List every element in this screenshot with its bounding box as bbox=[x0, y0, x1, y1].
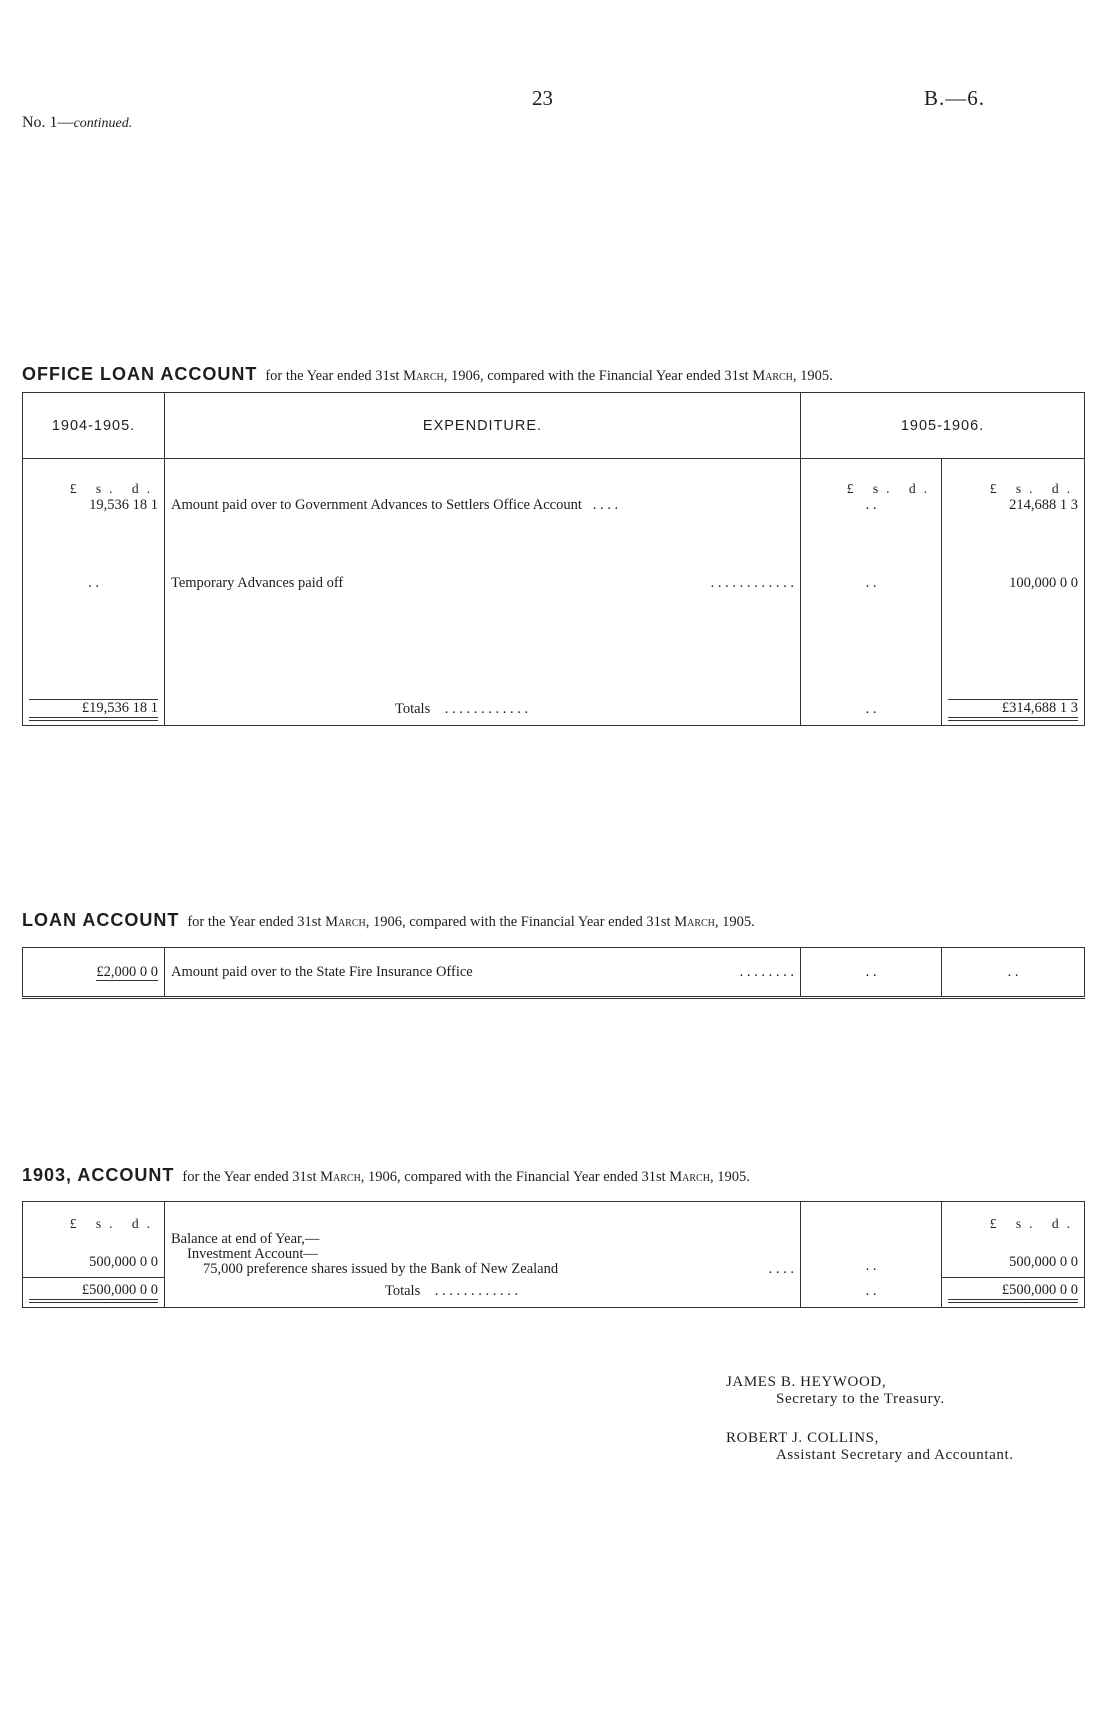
office-loan-lsd-row bbox=[23, 459, 1085, 498]
acct1903-totals-row bbox=[23, 1277, 1085, 1307]
acct1903-march-1: March bbox=[320, 1169, 361, 1185]
signature-title: Assistant Secretary and Accountant. bbox=[776, 1447, 1014, 1463]
loan-mid: . . bbox=[801, 948, 942, 998]
continued-word: continued. bbox=[73, 116, 133, 131]
table-row bbox=[23, 948, 1085, 998]
loan-march-2: March bbox=[674, 914, 715, 930]
loan-desc-cell bbox=[165, 948, 801, 998]
office-loan-row1-desc: Amount paid over to Government Advances to Settlers Office Account bbox=[171, 497, 582, 513]
acct1903-total-prev-cell bbox=[23, 1277, 165, 1307]
loan-march-1: March bbox=[325, 914, 366, 930]
page-reference: B.—6. bbox=[924, 86, 986, 110]
table-row bbox=[23, 497, 1085, 575]
office-loan-row2-curr: 100,000 0 0 bbox=[942, 575, 1085, 695]
acct1903-total-curr: £500,000 0 0 bbox=[948, 1282, 1078, 1303]
office-loan-total-curr-cell bbox=[942, 695, 1085, 725]
office-loan-total-mid: . . bbox=[801, 695, 942, 725]
office-loan-title bbox=[22, 364, 833, 385]
office-loan-col-desc: EXPENDITURE. bbox=[165, 393, 801, 459]
acct1903-lsd-prev: £ s. d. bbox=[69, 1216, 158, 1231]
office-loan-lsd-curr: £ s. d. bbox=[942, 459, 1085, 498]
office-loan-row1-dots: . . . . bbox=[592, 497, 619, 513]
acct1903-total-prev: £500,000 0 0 bbox=[29, 1282, 158, 1303]
acct1903-investment-label: Investment Account— bbox=[187, 1246, 318, 1262]
office-loan-title-rest-2: , 1906, compared with the Financial Year ended 31st bbox=[443, 368, 749, 384]
loan-title-rest-2: , 1906, compared with the Financial Year ended 31st bbox=[365, 914, 671, 930]
acct1903-table bbox=[22, 1201, 1085, 1308]
acct1903-desc-line bbox=[171, 1262, 794, 1277]
acct1903-desc: 75,000 preference shares issued by the Bank of New Zealand bbox=[203, 1261, 559, 1277]
acct1903-total-mid: . . bbox=[801, 1277, 942, 1307]
acct1903-curr-cell bbox=[942, 1202, 1085, 1278]
signature-name: JAMES B. HEYWOOD, bbox=[726, 1374, 887, 1390]
office-loan-total-dots: . . . . . . . . . . . . bbox=[444, 701, 529, 718]
continued-label bbox=[22, 114, 132, 132]
loan-title-rest-3: , 1905. bbox=[714, 914, 755, 930]
acct1903-title bbox=[22, 1165, 750, 1186]
office-loan-table bbox=[22, 392, 1085, 726]
acct1903-prev-cell bbox=[23, 1202, 165, 1278]
acct1903-march-2: March bbox=[669, 1169, 710, 1185]
office-loan-row2-desc: Temporary Advances paid off bbox=[171, 575, 344, 591]
office-loan-row2-prev: . . bbox=[23, 575, 165, 695]
office-loan-header-row bbox=[23, 393, 1085, 459]
office-loan-row2-desc-cell bbox=[165, 575, 801, 695]
table-row bbox=[23, 1202, 1085, 1278]
acct1903-lsd-curr: £ s. d. bbox=[989, 1216, 1078, 1231]
loan-desc: Amount paid over to the State Fire Insurance Office bbox=[171, 963, 473, 980]
page-number: 23 bbox=[532, 86, 553, 110]
loan-curr: . . bbox=[942, 948, 1085, 998]
office-loan-col-prev: 1904-1905. bbox=[23, 393, 165, 459]
office-loan-row1-mid: . . bbox=[801, 497, 942, 575]
acct1903-title-rest-1: for the Year ended 31st bbox=[182, 1169, 317, 1185]
office-loan-lsd-prev: £ s. d. bbox=[23, 459, 165, 498]
loan-title bbox=[22, 910, 755, 931]
loan-table bbox=[22, 947, 1085, 999]
acct1903-title-big: 1903, ACCOUNT bbox=[22, 1165, 175, 1185]
loan-title-big: LOAN ACCOUNT bbox=[22, 910, 180, 930]
acct1903-total-label-cell bbox=[165, 1277, 801, 1307]
loan-title-rest-1: for the Year ended 31st bbox=[187, 914, 322, 930]
office-loan-row1-prev: 19,536 18 1 bbox=[23, 497, 165, 575]
table-row bbox=[23, 575, 1085, 695]
acct1903-total-label: Totals bbox=[385, 1283, 421, 1300]
acct1903-mid: . . bbox=[801, 1202, 942, 1278]
acct1903-desc-cell bbox=[165, 1202, 801, 1278]
office-loan-march-1: March bbox=[403, 368, 444, 384]
signature-block-2 bbox=[726, 1430, 1014, 1464]
office-loan-march-2: March bbox=[752, 368, 793, 384]
signature-title: Secretary to the Treasury. bbox=[776, 1391, 945, 1407]
loan-prev-cell bbox=[23, 948, 165, 998]
signature-name: ROBERT J. COLLINS, bbox=[726, 1430, 879, 1446]
office-loan-row2-dots: . . . . . . . . . . . . bbox=[710, 575, 794, 591]
office-loan-row1-curr: 214,688 1 3 bbox=[942, 497, 1085, 575]
loan-dots: . . . . . . . . bbox=[739, 963, 794, 980]
acct1903-dots: . . . . bbox=[768, 1261, 794, 1277]
loan-prev: £2,000 0 0 bbox=[96, 963, 158, 980]
office-loan-row1-desc-cell bbox=[165, 497, 801, 575]
acct1903-title-rest-2: , 1906, compared with the Financial Year ended 31st bbox=[360, 1169, 666, 1185]
office-loan-totals-row bbox=[23, 695, 1085, 725]
office-loan-total-curr: £314,688 1 3 bbox=[948, 699, 1078, 721]
office-loan-title-big: OFFICE LOAN ACCOUNT bbox=[22, 364, 258, 384]
continued-number: No. 1— bbox=[22, 114, 74, 131]
office-loan-title-rest-3: , 1905. bbox=[792, 368, 833, 384]
acct1903-prev: 500,000 0 0 bbox=[89, 1254, 158, 1270]
acct1903-balance-label: Balance at end of Year,— bbox=[171, 1231, 320, 1247]
office-loan-title-rest-1: for the Year ended 31st bbox=[265, 368, 400, 384]
office-loan-total-label: Totals bbox=[395, 701, 431, 718]
office-loan-row2-mid: . . bbox=[801, 575, 942, 695]
acct1903-total-curr-cell bbox=[942, 1277, 1085, 1307]
acct1903-total-dots: . . . . . . . . . . . . bbox=[434, 1283, 519, 1300]
office-loan-lsd-mid: £ s. d. bbox=[801, 459, 942, 498]
office-loan-total-label-cell bbox=[165, 695, 801, 725]
office-loan-total-prev: £19,536 18 1 bbox=[29, 699, 158, 721]
office-loan-col-curr: 1905-1906. bbox=[801, 393, 1085, 459]
acct1903-curr: 500,000 0 0 bbox=[1009, 1254, 1078, 1270]
signature-block-1 bbox=[726, 1374, 945, 1408]
acct1903-title-rest-3: , 1905. bbox=[709, 1169, 750, 1185]
office-loan-total-prev-cell bbox=[23, 695, 165, 725]
